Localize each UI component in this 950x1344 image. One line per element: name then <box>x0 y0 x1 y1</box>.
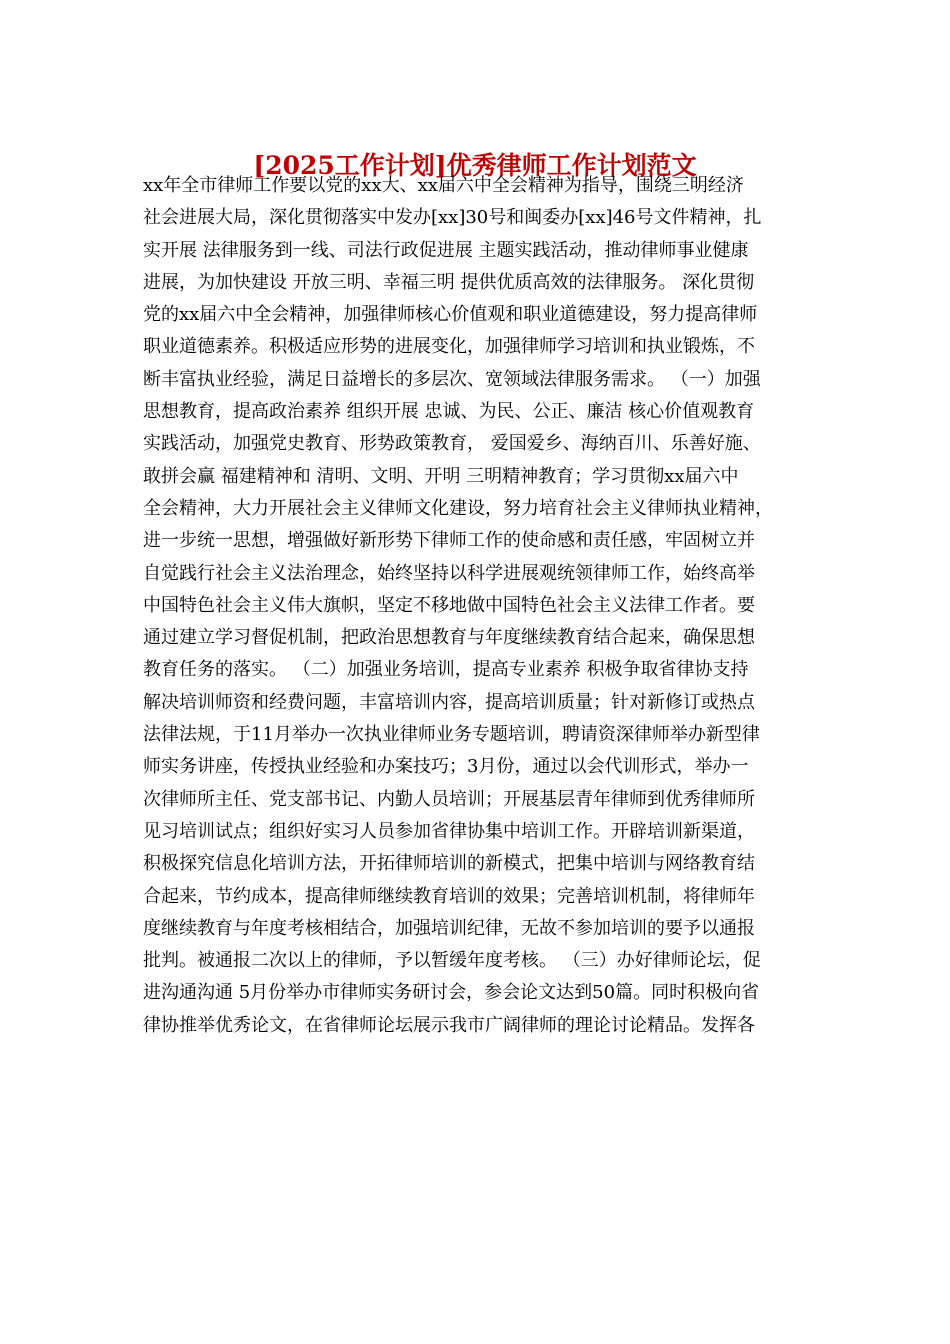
body-line-18: 法律法规，于11月举办一次执业律师业务专题培训，聘请资深律师举办新型律 <box>143 724 760 746</box>
body-line-11: 全会精神，大力开展社会主义律师文化建设，努力培育社会主义律师执业精神， <box>143 497 773 519</box>
body-line-25: 批判。被通报二次以上的律师，予以暂缓年度考核。 （三）办好律师论坛，促 <box>143 950 761 972</box>
body-line-17: 解决培训师资和经费问题，丰富培训内容，提高培训质量；针对新修订或热点 <box>143 691 755 713</box>
body-line-21: 见习培训试点；组织好实习人员参加省律协集中培训工作。开辟培训新渠道， <box>143 820 755 842</box>
body-line-27: 律协推举优秀论文，在省律师论坛展示我市广阔律师的理论讨论精品。发挥各 <box>143 1014 755 1036</box>
body-line-13: 自觉践行社会主义法治理念，始终坚持以科学进展观统领律师工作，始终高举 <box>143 562 755 584</box>
body-line-19: 师实务讲座，传授执业经验和办案技巧；3月份，通过以会代训形式，举办一 <box>143 756 749 778</box>
body-line-12: 进一步统一思想，增强做好新形势下律师工作的使命感和责任感，牢固树立并 <box>143 530 755 552</box>
body-line-6: 职业道德素养。积极适应形势的进展变化，加强律师学习培训和执业锻炼，不 <box>143 336 755 358</box>
body-line-3: 实开展 法律服务到一线、司法行政促进展 主题实践活动，推动律师事业健康 <box>143 239 749 261</box>
body-line-5: 党的xx届六中全会精神，加强律师核心价值观和职业道德建设，努力提高律师 <box>143 304 758 326</box>
body-line-4: 进展，为加快建设 开放三明、幸福三明 提供优质高效的法律服务。 深化贯彻 <box>143 271 755 293</box>
body-line-22: 积极探究信息化培训方法，开拓律师培训的新模式，把集中培训与网络教育结 <box>143 853 755 875</box>
body-line-7: 断丰富执业经验，满足日益增长的多层次、宽领域法律服务需求。 （一）加强 <box>143 368 761 390</box>
body-line-14: 中国特色社会主义伟大旗帜，坚定不移地做中国特色社会主义法律工作者。要 <box>143 594 755 616</box>
document-title: [2025工作计划]优秀律师工作计划范文 <box>253 151 697 180</box>
body-line-9: 实践活动，加强党史教育、形势政策教育， 爱国爱乡、海纳百川、乐善好施、 <box>143 433 761 455</box>
body-line-10: 敢拼会赢 福建精神和 清明、文明、开明 三明精神教育；学习贯彻xx届六中 <box>143 465 739 487</box>
body-line-15: 通过建立学习督促机制，把政治思想教育与年度继续教育结合起来，确保思想 <box>143 627 755 649</box>
document-body <box>143 170 808 1042</box>
body-line-1: xx年全市律师工作要以党的xx大、xx届六中全会精神为指导，围绕三明经济 <box>143 175 744 196</box>
body-line-23: 合起来，节约成本，提高律师继续教育培训的效果；完善培训机制，将律师年 <box>143 885 755 907</box>
body-line-20: 次律师所主任、党支部书记、内勤人员培训；开展基层青年律师到优秀律师所 <box>143 788 755 810</box>
body-line-26: 进沟通沟通 5月份举办市律师实务研讨会，参会论文达到50篇。同时积极向省 <box>143 982 760 1004</box>
body-line-2: 社会进展大局，深化贯彻落实中发办[xx]30号和闽委办[xx]46号文件精神，扎 <box>143 207 762 229</box>
body-line-24: 度继续教育与年度考核相结合，加强培训纪律，无故不参加培训的要予以通报 <box>143 917 755 939</box>
body-line-8: 思想教育，提高政治素养 组织开展 忠诚、为民、公正、廉洁 核心价值观教育 <box>143 401 755 423</box>
body-line-16: 教育任务的落实。 （二）加强业务培训，提高专业素养 积极争取省律协支持 <box>143 659 749 681</box>
